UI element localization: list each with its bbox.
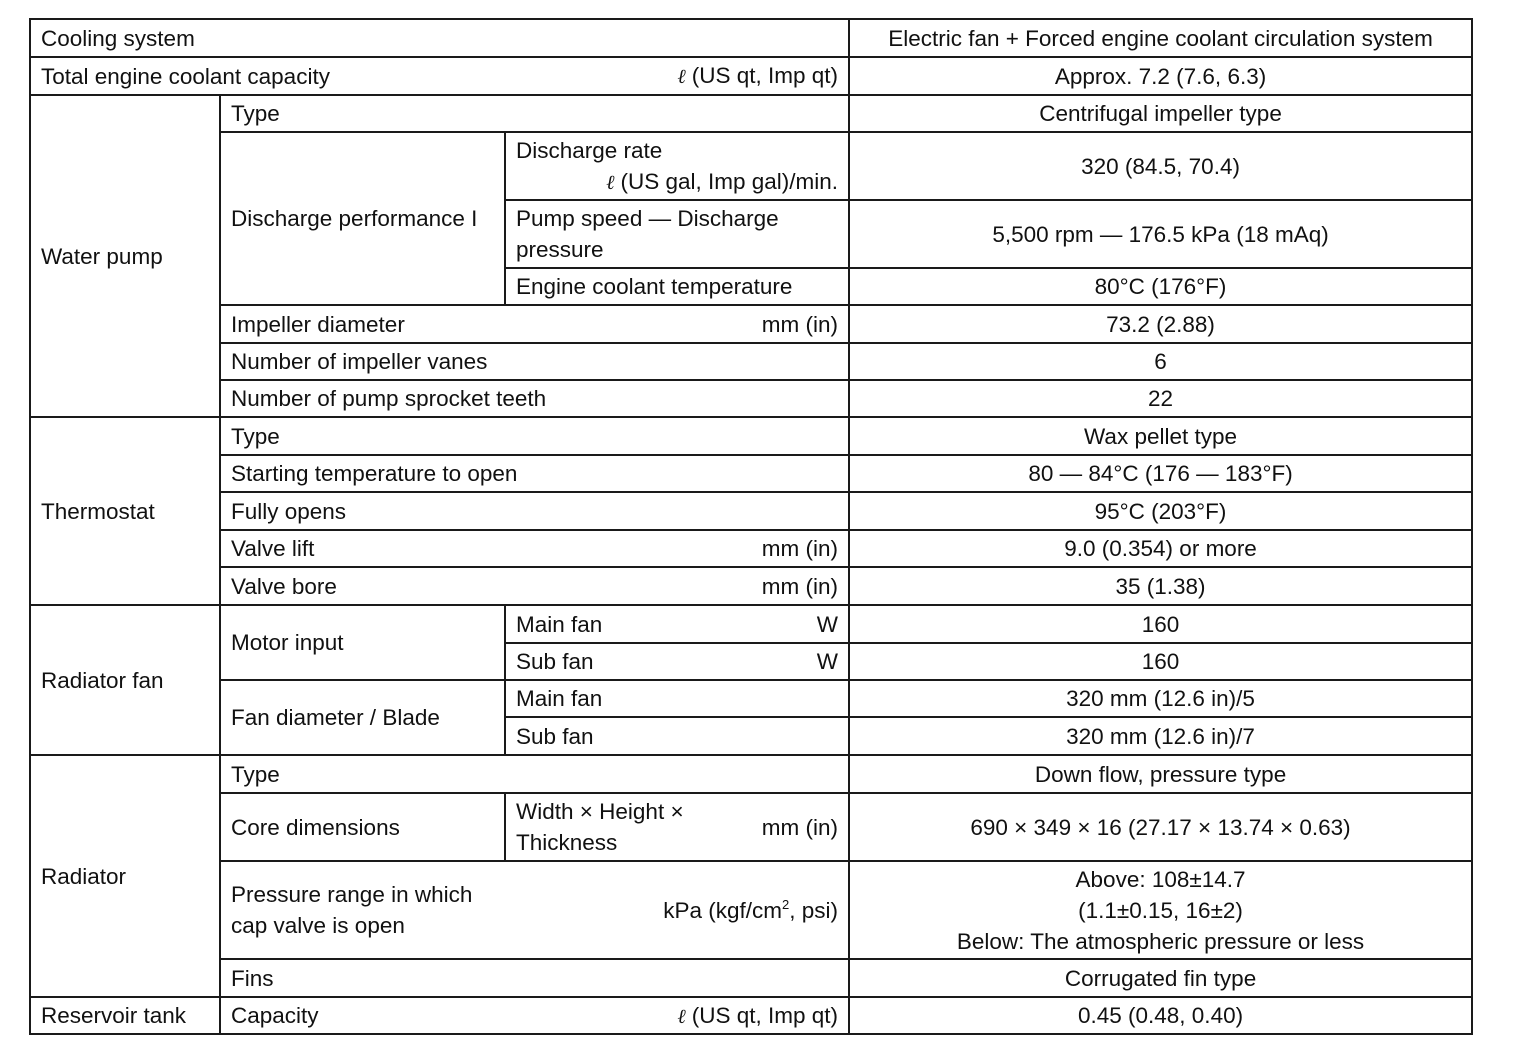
core-dimensions-label: Core dimensions bbox=[220, 793, 505, 861]
table-row bbox=[30, 861, 1472, 959]
core-dimensions-cell bbox=[505, 793, 849, 861]
start-temp-value: 80 — 84°C (176 — 183°F) bbox=[849, 455, 1472, 492]
pressure-range-label: Pressure range in which cap valve is open bbox=[231, 882, 473, 938]
radiator-label: Radiator bbox=[30, 755, 220, 997]
valve-bore-value: 35 (1.38) bbox=[849, 567, 1472, 605]
liter-symbol: ℓ bbox=[606, 169, 615, 194]
core-dimensions-sublabel: Width × Height × Thickness bbox=[516, 799, 684, 855]
discharge-rate-label: Discharge rate bbox=[516, 137, 663, 163]
pressure-range-value bbox=[849, 861, 1472, 959]
valve-lift-value: 9.0 (0.354) or more bbox=[849, 530, 1472, 567]
table-row bbox=[30, 132, 1472, 200]
valve-bore-cell bbox=[220, 567, 849, 605]
motor-main-label: Main fan bbox=[516, 611, 603, 637]
fins-label: Fins bbox=[220, 959, 849, 997]
liter-symbol: ℓ bbox=[677, 1003, 686, 1028]
cooling-spec-table bbox=[29, 18, 1473, 1035]
fins-value: Corrugated fin type bbox=[849, 959, 1472, 997]
reservoir-capacity-value: 0.45 (0.48, 0.40) bbox=[849, 997, 1472, 1034]
liter-symbol: ℓ bbox=[677, 64, 686, 88]
motor-sub-value: 160 bbox=[849, 643, 1472, 680]
motor-main-unit: W bbox=[816, 611, 839, 637]
valve-bore-unit: mm (in) bbox=[761, 573, 839, 599]
table-row bbox=[30, 343, 1472, 380]
motor-main-value: 160 bbox=[849, 605, 1472, 643]
valve-bore-label: Valve bore bbox=[231, 573, 337, 599]
table-row bbox=[30, 997, 1472, 1034]
table-row bbox=[30, 755, 1472, 793]
sprocket-teeth-label: Number of pump sprocket teeth bbox=[220, 380, 849, 417]
discharge-performance-label: Discharge performance I bbox=[220, 132, 505, 305]
table-row bbox=[30, 492, 1472, 530]
pressure-value-line: Above: 108±14.7 bbox=[1075, 866, 1246, 892]
reservoir-capacity-unit: ℓ (US qt, Imp qt) bbox=[677, 1002, 839, 1028]
motor-sub-unit: W bbox=[816, 649, 839, 674]
table-row bbox=[30, 380, 1472, 417]
impeller-diameter-cell bbox=[220, 305, 849, 343]
pressure-range-unit: kPa ($kgf/cm^2$, psi) bbox=[663, 896, 839, 923]
total-capacity-unit: ℓ (US qt, Imp qt) bbox=[677, 63, 839, 88]
pressure-value-line: (1.1±0.15, 16±2) bbox=[1078, 897, 1243, 923]
table-row bbox=[30, 530, 1472, 567]
cooling-system-label: Cooling system bbox=[30, 19, 849, 57]
fan-sub-value: 320 mm (12.6 in)/7 bbox=[849, 717, 1472, 755]
radiator-fan-label: Radiator fan bbox=[30, 605, 220, 755]
impeller-diameter-value: 73.2 (2.88) bbox=[849, 305, 1472, 343]
water-pump-type-label: Type bbox=[220, 95, 849, 132]
table-row bbox=[30, 455, 1472, 492]
radiator-type-label: Type bbox=[220, 755, 849, 793]
fan-main-label: Main fan bbox=[505, 680, 849, 717]
thermostat-label: Thermostat bbox=[30, 417, 220, 605]
cooling-system-value: Electric fan + Forced engine coolant circulation system bbox=[849, 19, 1472, 57]
coolant-temp-value: 80°C (176°F) bbox=[849, 268, 1472, 305]
water-pump-label: Water pump bbox=[30, 95, 220, 417]
table-row bbox=[30, 57, 1472, 95]
thermostat-type-value: Wax pellet type bbox=[849, 417, 1472, 455]
impeller-diameter-unit: mm (in) bbox=[761, 311, 839, 337]
pressure-range-cell bbox=[220, 861, 849, 959]
table-row bbox=[30, 793, 1472, 861]
table-row bbox=[30, 19, 1472, 57]
impeller-vanes-value: 6 bbox=[849, 343, 1472, 380]
reservoir-tank-label: Reservoir tank bbox=[30, 997, 220, 1034]
motor-sub-cell bbox=[505, 643, 849, 680]
total-capacity-label: Total engine coolant capacity bbox=[41, 63, 330, 89]
core-dimensions-unit: mm (in) bbox=[761, 814, 839, 840]
fan-diameter-label: Fan diameter / Blade bbox=[220, 680, 505, 755]
fan-sub-label: Sub fan bbox=[505, 717, 849, 755]
sprocket-teeth-value: 22 bbox=[849, 380, 1472, 417]
thermostat-type-label: Type bbox=[220, 417, 849, 455]
impeller-diameter-label: Impeller diameter bbox=[231, 311, 405, 337]
radiator-type-value: Down flow, pressure type bbox=[849, 755, 1472, 793]
motor-sub-label: Sub fan bbox=[516, 649, 594, 674]
fan-main-value: 320 mm (12.6 in)/5 bbox=[849, 680, 1472, 717]
valve-lift-cell bbox=[220, 530, 849, 567]
table-row bbox=[30, 959, 1472, 997]
total-capacity-cell bbox=[30, 57, 849, 95]
water-pump-type-value: Centrifugal impeller type bbox=[849, 95, 1472, 132]
fully-opens-label: Fully opens bbox=[220, 492, 849, 530]
pressure-value-line: Below: The atmospheric pressure or less bbox=[956, 928, 1365, 954]
table-row bbox=[30, 305, 1472, 343]
pump-speed-label: Pump speed — Discharge pressure bbox=[505, 200, 849, 268]
table-row bbox=[30, 605, 1472, 643]
discharge-rate-value: 320 (84.5, 70.4) bbox=[849, 132, 1472, 200]
valve-lift-label: Valve lift bbox=[231, 536, 315, 561]
core-dimensions-value: 690 × 349 × 16 (27.17 × 13.74 × 0.63) bbox=[849, 793, 1472, 861]
start-temp-label: Starting temperature to open bbox=[220, 455, 849, 492]
table-row bbox=[30, 417, 1472, 455]
coolant-temp-label: Engine coolant temperature bbox=[505, 268, 849, 305]
table-row bbox=[30, 680, 1472, 717]
valve-lift-unit: mm (in) bbox=[761, 536, 839, 561]
motor-input-label: Motor input bbox=[220, 605, 505, 680]
impeller-vanes-label: Number of impeller vanes bbox=[220, 343, 849, 380]
discharge-rate-cell bbox=[505, 132, 849, 200]
reservoir-capacity-cell bbox=[220, 997, 849, 1034]
total-capacity-value: Approx. 7.2 (7.6, 6.3) bbox=[849, 57, 1472, 95]
fully-opens-value: 95°C (203°F) bbox=[849, 492, 1472, 530]
reservoir-capacity-label: Capacity bbox=[231, 1003, 319, 1028]
table-row bbox=[30, 567, 1472, 605]
discharge-rate-unit: ℓ (US gal, Imp gal)/min. bbox=[606, 168, 839, 194]
pump-speed-value: 5,500 rpm — 176.5 kPa (18 mAq) bbox=[849, 200, 1472, 268]
table-row bbox=[30, 95, 1472, 132]
motor-main-cell bbox=[505, 605, 849, 643]
